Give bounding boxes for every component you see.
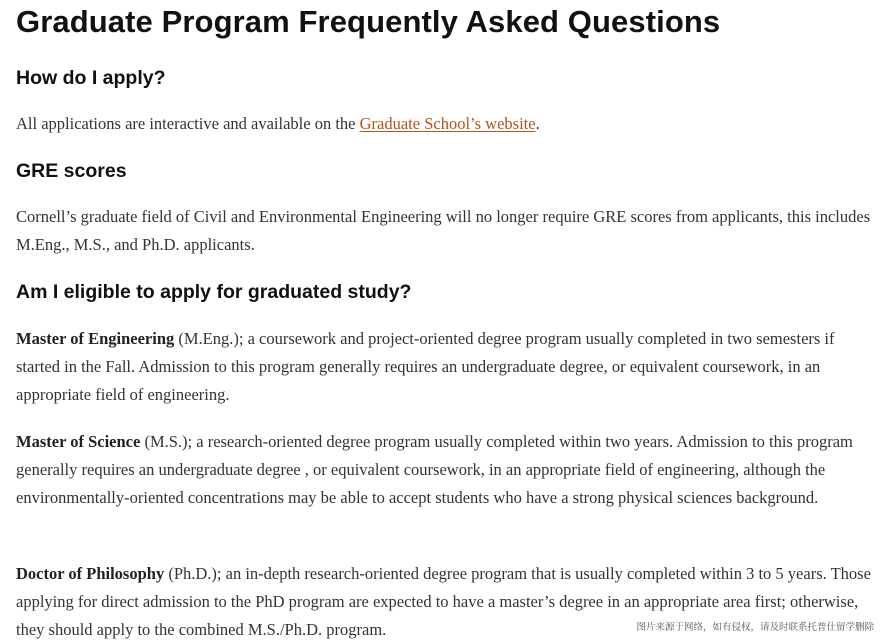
image-source-watermark: 图片来源于网络，如有侵权，请及时联系托普仕留学删除 (634, 619, 876, 633)
apply-paragraph (16, 110, 540, 138)
meng-paragraph (16, 325, 876, 409)
ms-title: Master of Science (16, 432, 141, 451)
gre-paragraph: Cornell’s graduate field of Civil and Environmental Engineering will no longer require GRE scores from applicants, this includes M.Eng., M.S., and Ph.D. applicants. (16, 207, 871, 254)
eligibility-heading: Am I eligible to apply for graduated study? (16, 281, 412, 303)
meng-text: (M.Eng.); a coursework and project-oriented degree program usually completed in two semesters if started in the Fall. Admission to this program generally requires an undergraduate degree, or equivalent coursework, in an appropriate field of engineering. (16, 329, 835, 404)
apply-text-end: . (535, 114, 540, 133)
graduate-school-link[interactable]: Graduate School’s website (359, 114, 536, 133)
page-title: Graduate Program Frequently Asked Questions (16, 4, 721, 39)
apply-heading: How do I apply? (16, 67, 166, 89)
ms-text: (M.S.); a research-oriented degree program usually completed within two years. Admission to this program generally requires an undergraduate degree , or equivalent coursework, in an appropriate field of engineering, although the environmentally-oriented concentrations may be able to accept students who have a strong physical sciences background. (16, 432, 853, 507)
apply-text: All applications are interactive and available on the (16, 114, 360, 133)
phd-title: Doctor of Philosophy (16, 564, 165, 583)
ms-paragraph (16, 428, 856, 512)
phd-text: (Ph.D.); an in-depth research-oriented degree program that is usually completed within 3 to 5 years. Those applying for direct admission to the PhD program are expected to have a master’s degree in an appropriate area first; otherwise, they should apply to the combined M.S./Ph.D. program. (16, 564, 871, 639)
meng-title: Master of Engineering (16, 329, 175, 348)
gre-heading: GRE scores (16, 160, 127, 182)
